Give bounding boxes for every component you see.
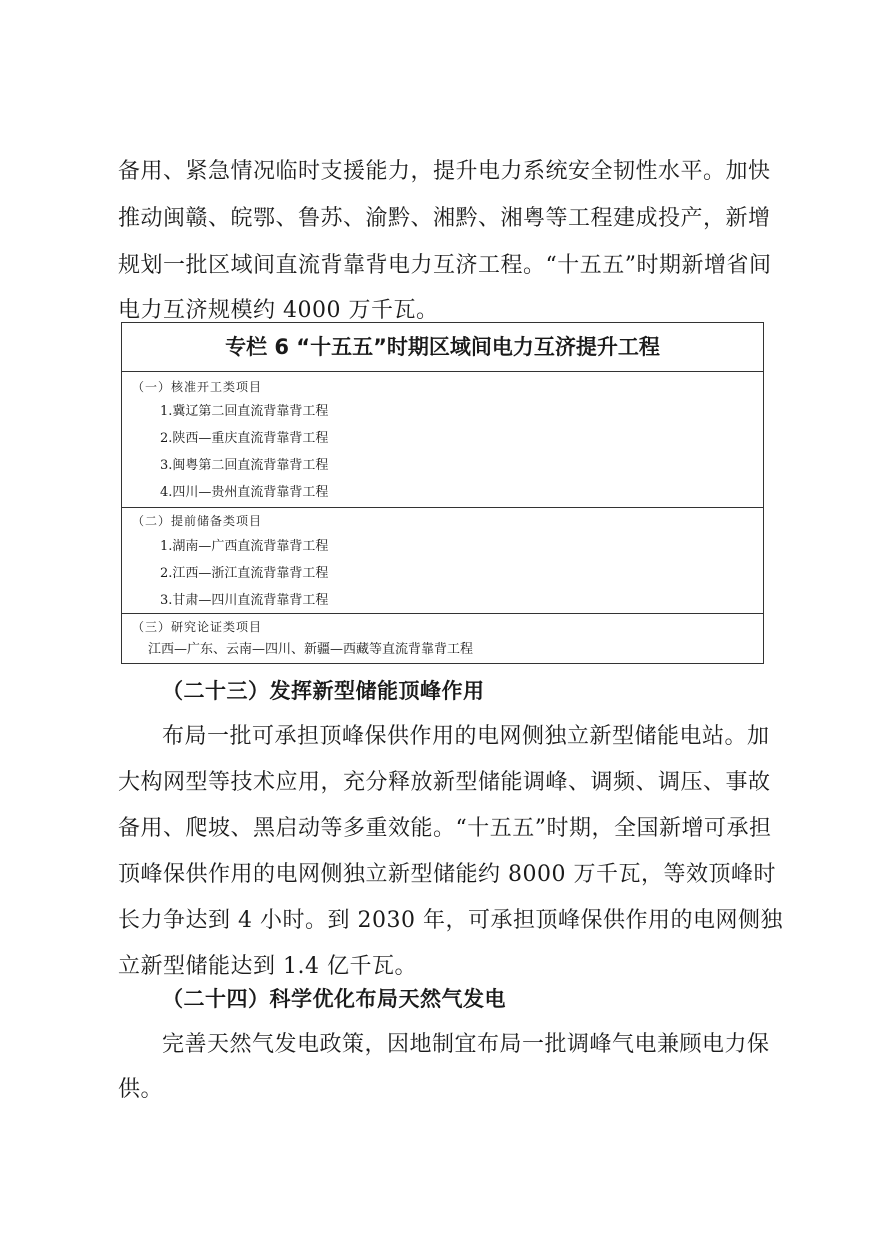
list-item: 3.甘肃—四川直流背靠背工程 xyxy=(160,593,329,608)
list-item: 1.冀辽第二回直流背靠背工程 xyxy=(160,404,329,419)
box-section-3 xyxy=(122,613,763,663)
list-item: 江西—广东、云南—四川、新疆—西藏等直流背靠背工程 xyxy=(148,642,474,657)
section-heading: （二）提前储备类项目 xyxy=(132,514,263,528)
paragraph-line: 供。 xyxy=(118,1077,164,1102)
list-item: 3.闽粤第二回直流背靠背工程 xyxy=(160,458,329,473)
section-heading: （三）研究论证类项目 xyxy=(132,620,263,634)
paragraph-line: 顶峰保供作用的电网侧独立新型储能约 8000 万千瓦，等效顶峰时 xyxy=(118,862,776,887)
paragraph-line: 电力互济规模约 4000 万千瓦。 xyxy=(118,298,439,323)
box-title: 专栏 6 “十五五”时期区域间电力互济提升工程 xyxy=(122,323,763,372)
list-item: 2.陕西—重庆直流背靠背工程 xyxy=(160,431,329,446)
paragraph-line: 推动闽赣、皖鄂、鲁苏、渝黔、湘黔、湘粤等工程建成投产，新增 xyxy=(118,206,771,231)
paragraph-line: 备用、爬坡、黑启动等多重效能。“十五五”时期，全国新增可承担 xyxy=(118,816,772,841)
paragraph-line: 布局一批可承担顶峰保供作用的电网侧独立新型储能电站。加 xyxy=(162,724,770,749)
box-section-1 xyxy=(122,372,763,507)
list-item: 2.江西—浙江直流背靠背工程 xyxy=(160,566,329,581)
list-item: 1.湖南—广西直流背靠背工程 xyxy=(160,539,329,554)
paragraph-line: 规划一批区域间直流背靠背电力互济工程。“十五五”时期新增省间 xyxy=(118,253,772,278)
section-heading-24: （二十四）科学优化布局天然气发电 xyxy=(162,987,506,1011)
paragraph-line: 备用、紧急情况临时支援能力，提升电力系统安全韧性水平。加快 xyxy=(118,159,771,184)
project-box xyxy=(121,322,764,664)
paragraph-line: 大构网型等技术应用，充分释放新型储能调峰、调频、调压、事故 xyxy=(118,770,771,795)
section-heading: （一）核准开工类项目 xyxy=(132,380,263,394)
list-item: 4.四川—贵州直流背靠背工程 xyxy=(160,485,329,500)
section-heading-23: （二十三）发挥新型储能顶峰作用 xyxy=(162,679,485,703)
paragraph-line: 完善天然气发电政策，因地制宜布局一批调峰气电兼顾电力保 xyxy=(162,1032,770,1057)
paragraph-line: 立新型储能达到 1.4 亿千瓦。 xyxy=(118,954,417,979)
paragraph-line: 长力争达到 4 小时。到 2030 年，可承担顶峰保供作用的电网侧独 xyxy=(118,908,783,933)
box-section-2 xyxy=(122,507,763,613)
